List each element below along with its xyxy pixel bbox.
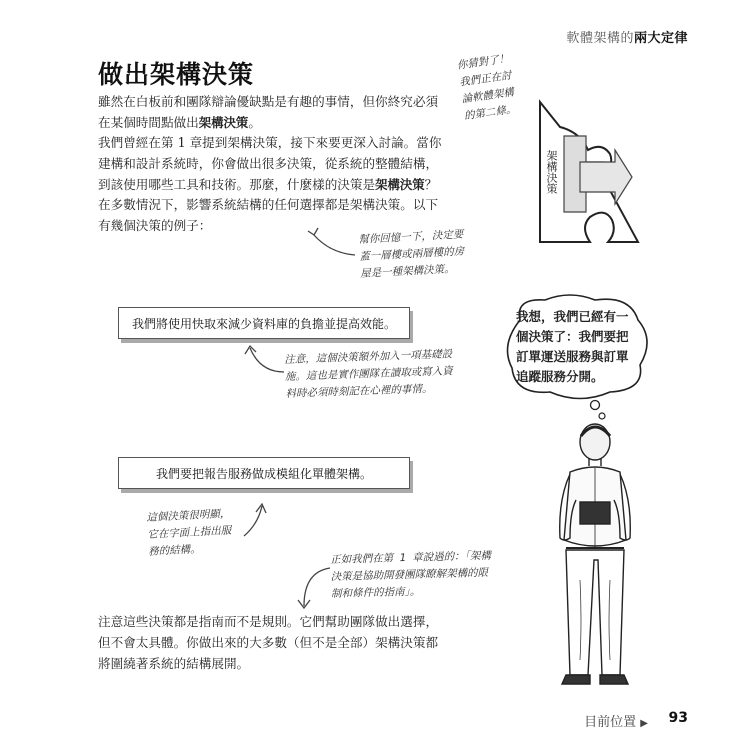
constraint-note-line-3: 制和條件的指南」。: [330, 585, 421, 600]
decision-callout-1: 我們將使用快取來減少資料庫的負擔並提高效能。: [118, 307, 410, 339]
paragraph-1: [98, 91, 448, 133]
p2-end: ？: [424, 177, 438, 192]
p2-prefix: 我們曾經在第 1 章提到架構決策，接下來要更深入討論。當你建構和設計系統時，你會做出很多決策，從系統的整體結構，到該使用哪些工具和技術。那麼，什麼樣的決策是: [98, 135, 442, 192]
obvious-note: [146, 506, 233, 561]
p1-end: 。: [248, 115, 261, 130]
obvious-note-line-1: 這個決策很明顯，: [146, 507, 231, 524]
man-figure: [560, 424, 631, 684]
paragraph-2: [98, 132, 448, 195]
section-title: 做出架構決策: [98, 60, 255, 89]
recall-note-line-2: 蓋一層樓或兩層樓的房: [358, 245, 465, 263]
recall-note-line-1: 幫你回憶一下，決定要: [358, 228, 464, 246]
p1-text: 雖然在白板前和團隊辯論優缺點是有趣的事情，但你終究必須在某個時間點做出: [98, 94, 439, 130]
obvious-note-line-3: 務的結構。: [147, 543, 201, 558]
paragraph-3: 在多數情況下，影響系統結構的任何選擇都是架構決策。以下有幾個決策的例子：: [98, 197, 439, 233]
running-head-bold: 兩大定律: [633, 31, 688, 46]
man-with-tablet-illustration: [540, 420, 650, 695]
cache-note-line-2: 施。這也是實作團隊在讀取或寫入資: [284, 365, 453, 383]
thought-bubble-text: [516, 307, 629, 387]
puzzle-note-line-2: 我們正在討: [458, 69, 513, 89]
puzzle-note: [456, 51, 517, 126]
current-location-label: 目前位置: [584, 715, 637, 730]
puzzle-piece-illustration: [520, 92, 650, 252]
thought-line-3: 訂單運送服務與訂單: [516, 349, 629, 364]
thought-line-2: 個決策了：我們要把: [516, 329, 629, 344]
cache-note-line-1: 注意，這個決策額外加入一項基礎設: [284, 348, 453, 366]
thought-line-1: 我想，我們已經有一: [516, 309, 629, 324]
running-head: [566, 27, 688, 46]
recall-note: [358, 227, 466, 283]
play-arrow-icon: ▶: [640, 718, 648, 729]
cache-arrow: [240, 340, 290, 380]
p1-bold: 架構決策: [198, 115, 249, 130]
puzzle-label: 架構決策: [545, 150, 558, 194]
footer-current-location[interactable]: [584, 711, 648, 730]
paragraph-4: 注意這些決策都是指南而不是規則。它們幫助團隊做出選擇，但不會太具體。你做出來的大多數（但不是全部）架構決策都將圍繞著系統的結構展開。: [98, 614, 439, 671]
running-head-prefix: 軟體架構的: [566, 31, 634, 46]
obvious-arrow: [238, 500, 278, 540]
cache-note-line-3: 料時必須時刻記在心裡的事情。: [285, 382, 433, 400]
constraint-note-line-1: 正如我們在第 1 章說過的：「架構: [330, 549, 492, 566]
p2-bold: 架構決策: [375, 177, 425, 192]
puzzle-note-line-3: 論軟體架構: [461, 86, 515, 106]
page-number: 93: [668, 710, 688, 726]
obvious-note-line-2: 它在字面上指出服: [146, 524, 232, 541]
cache-note: [284, 346, 454, 403]
decision-callout-2: 我們要把報告服務做成模組化單體架構。: [118, 457, 410, 489]
puzzle-note-line-1: 你猜對了！: [456, 52, 510, 72]
puzzle-note-line-4: 的第二條。: [463, 103, 518, 123]
recall-arrow: [300, 225, 360, 265]
constraint-note-line-2: 決策是協助開發團隊瞭解架構的限: [330, 566, 489, 583]
recall-note-line-3: 屋是一種架構決策。: [359, 263, 455, 280]
constraint-arrow: [290, 562, 334, 612]
thought-line-4: 追蹤服務分開。: [516, 369, 604, 384]
constraint-note: [330, 548, 492, 603]
